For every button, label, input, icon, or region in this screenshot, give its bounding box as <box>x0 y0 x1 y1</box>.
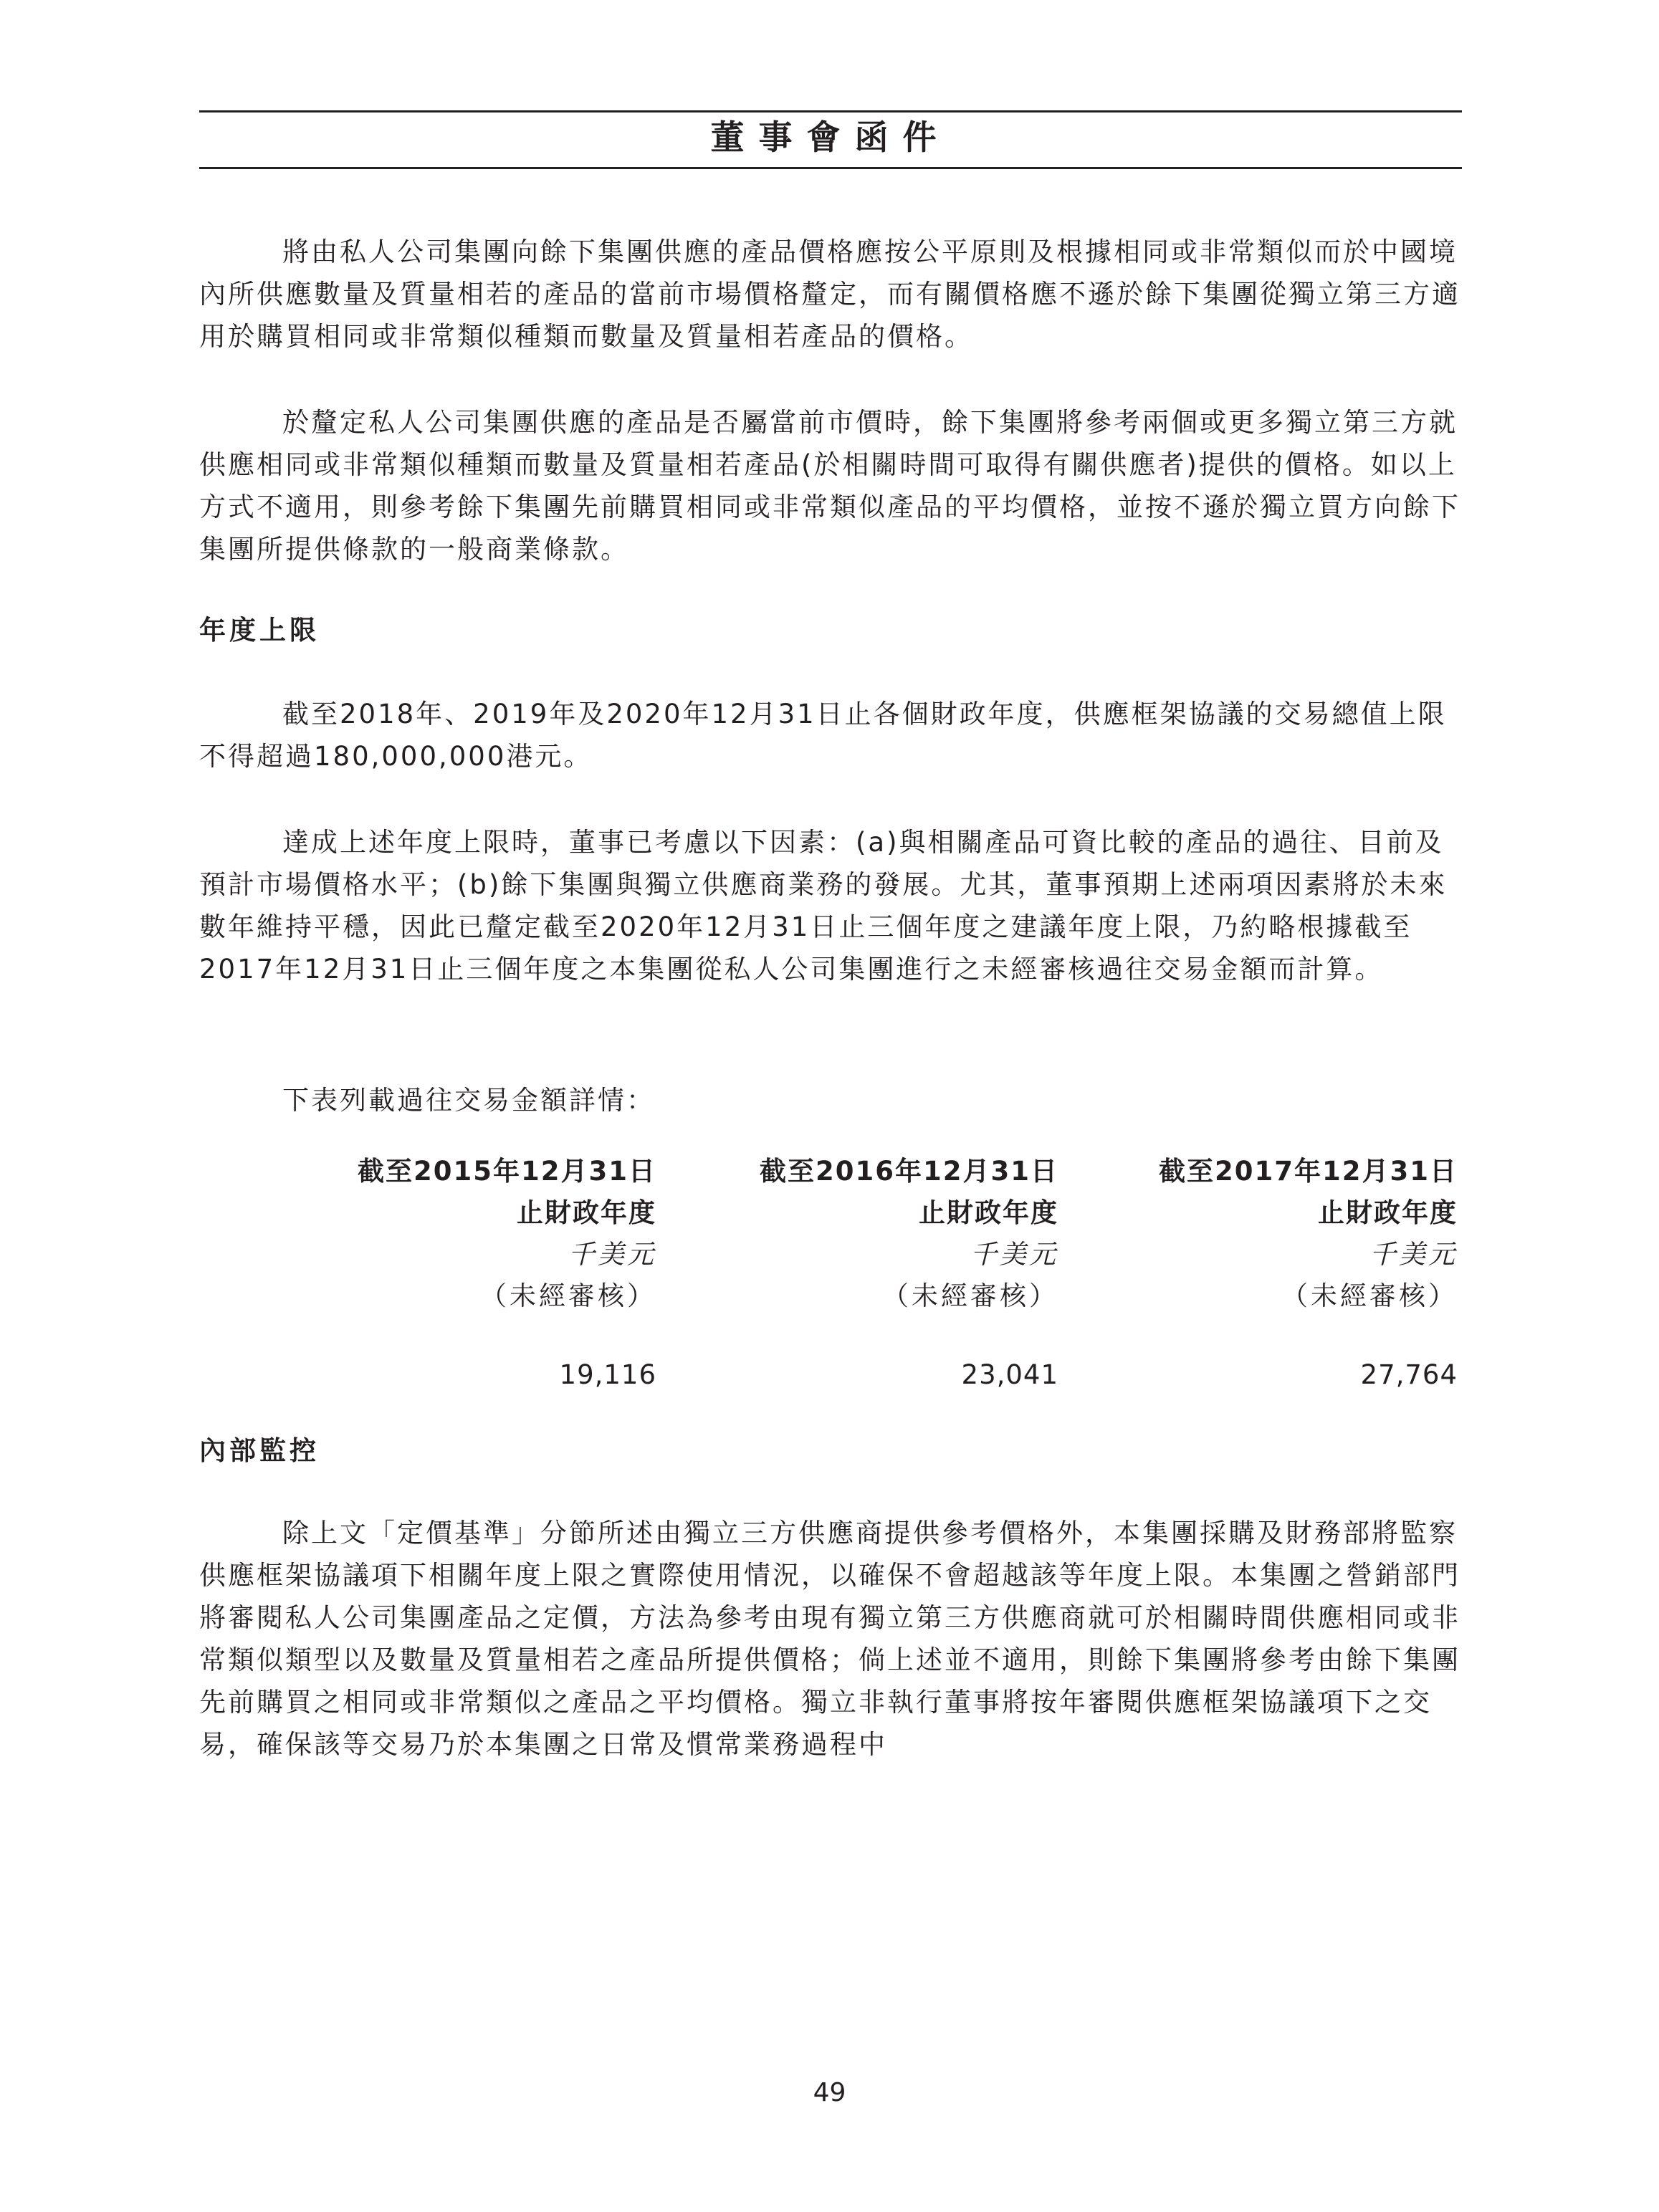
paragraph-cap-factors: 達成上述年度上限時，董事已考慮以下因素：(a)與相關產品可資比較的產品的過往、目前及預計市場價格水平；(b)餘下集團與獨立供應商業務的發展。尤其，董事預期上述兩項因素將於未來數年維持平穩，因此已釐定截至2020年12月31日止三個年度之建議年度上限，乃約略根據截至2017年12月31日止三個年度之本集團從私人公司集團進行之未經審核過往交易金額而計算。 <box>199 827 1448 985</box>
column-header-period: 截至2015年12月31日 <box>358 1156 656 1187</box>
column-header-fiscal-year: 止財政年度 <box>1318 1197 1458 1228</box>
column-unit: 千美元 <box>1369 1239 1458 1270</box>
heading-annual-cap: 年度上限 <box>199 615 320 646</box>
paragraph-market-price-determination: 於釐定私人公司集團供應的產品是否屬當前市價時，餘下集團將參考兩個或更多獨立第三方就供應相同或非常類似種類而數量及質量相若產品(於相關時間可取得有關供應者)提供的價格。如以上方式不適用，則參考餘下集團先前購買相同或非常類似產品的平均價格，並按不遜於獨立買方向餘下集團所提供條款的一般商業條款。 <box>199 407 1460 565</box>
column-header-period: 截至2016年12月31日 <box>760 1156 1058 1187</box>
column-value: 19,116 <box>559 1359 656 1390</box>
heading-internal-control: 內部監控 <box>199 1435 320 1466</box>
column-value: 23,041 <box>961 1359 1058 1390</box>
paragraph-internal-control: 除上文「定價基準」分節所述由獨立三方供應商提供參考價格外，本集團採購及財務部將監察供應框架協議項下相關年度上限之實際使用情況，以確保不會超越該等年度上限。本集團之營銷部門將審閱私人公司集團產品之定價，方法為參考由現有獨立第三方供應商就可於相關時間供應相同或非常類似類型以及數量及質量相若之產品所提供價格；倘上述並不適用，則餘下集團將參考由餘下集團先前購買之相同或非常類似之產品之平均價格。獨立非執行董事將按年審閱供應框架協議項下之交易，確保該等交易乃於本集團之日常及慣常業務過程中 <box>199 1518 1460 1760</box>
table-column-2015 <box>255 1151 656 1396</box>
column-audit-note: （未經審核） <box>480 1280 656 1311</box>
column-header-fiscal-year: 止財政年度 <box>517 1197 656 1228</box>
paragraph-table-intro: 下表列載過往交易金額詳情： <box>282 1085 655 1116</box>
paragraph-pricing-principle: 將由私人公司集團向餘下集團供應的產品價格應按公平原則及根據相同或非常類似而於中國境內所供應數量及質量相若的產品的當前市場價格釐定，而有關價格應不遜於餘下集團從獨立第三方適用於購買相同或非常類似種類而數量及質量相若產品的價格。 <box>199 236 1460 352</box>
column-unit: 千美元 <box>970 1239 1058 1270</box>
page-number: 49 <box>813 2078 846 2107</box>
paragraph-annual-cap-amount: 截至2018年、2019年及2020年12月31日止各個財政年度，供應框架協議的交易總值上限不得超過180,000,000港元。 <box>199 699 1447 772</box>
table-column-2017 <box>1056 1151 1458 1396</box>
column-unit: 千美元 <box>568 1239 656 1270</box>
column-header-period: 截至2017年12月31日 <box>1159 1156 1458 1187</box>
table-column-2016 <box>657 1151 1058 1396</box>
column-audit-note: （未經審核） <box>1281 1280 1458 1311</box>
page-title: 董事會函件 <box>710 118 951 158</box>
page-header <box>199 110 1462 169</box>
column-value: 27,764 <box>1360 1359 1458 1390</box>
header-bottom-rule <box>199 167 1462 169</box>
column-audit-note: （未經審核） <box>882 1280 1058 1311</box>
column-header-fiscal-year: 止財政年度 <box>919 1197 1058 1228</box>
